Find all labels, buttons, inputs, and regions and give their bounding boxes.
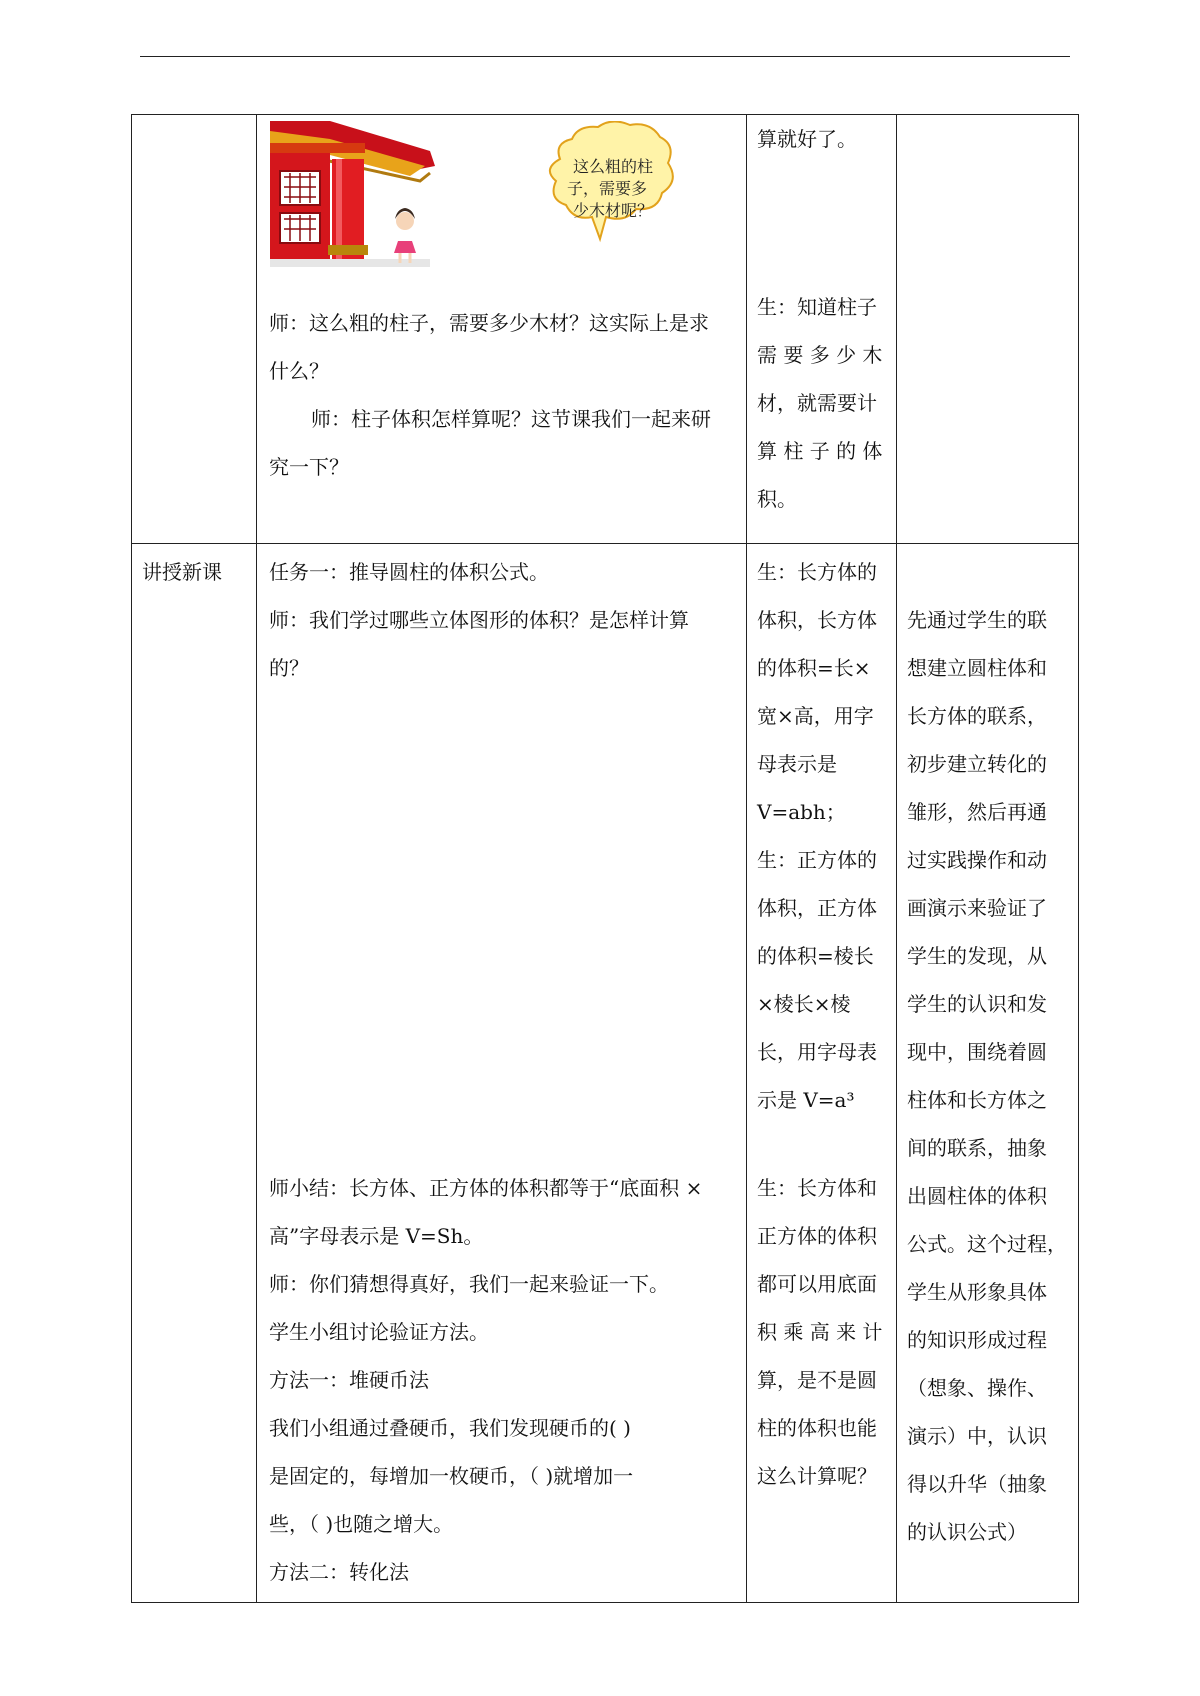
student-answer-line: ×棱长×棱 [757,992,851,1016]
intent-line: （想象、操作、 [907,1376,1047,1400]
intent-line: 得以升华（抽象 [907,1472,1047,1496]
student-answer-line: 都可以用底面 [757,1272,877,1296]
student-answer-line: 长，用字母表 [757,1040,877,1064]
table-row [132,544,1079,1603]
student-answer-line: 生：长方体和 [757,1176,877,1200]
table-row [132,115,1079,544]
student-activity-cell [747,115,897,544]
teacher-question-1: 师：这么粗的柱子，需要多少木材？这实际上是求 [269,311,709,335]
student-answer-line: 生：知道柱子 [757,295,877,319]
design-intent-cell [897,544,1079,1603]
intent-line: 初步建立转化的 [907,752,1047,776]
pillar-illustration [270,121,688,267]
stage-cell [132,544,257,1603]
teacher-activity-cell [257,115,747,544]
task-heading: 任务一：推导圆柱的体积公式。 [269,560,549,584]
student-answer-line: 宽×高，用字 [757,704,874,728]
student-answer-line: 积 乘 高 来 计 [757,1320,883,1344]
intent-line: 雏形，然后再通 [907,800,1047,824]
student-answer-line: 算，是不是圆 [757,1368,877,1392]
bubble-line-2: 子，需要多 [567,179,648,198]
stage-cell [132,115,257,544]
student-answer-top: 算就好了。 [757,127,857,151]
intent-line: 想建立圆柱体和 [907,656,1047,680]
intent-line: 现中，围绕着圆 [907,1040,1047,1064]
teacher-remark: 师：你们猜想得真好，我们一起来验证一下。 [269,1272,669,1296]
student-answer-line: 材，就需要计 [757,391,877,415]
method-one-text-cont: 是固定的，每增加一枚硬币，（ )就增加一 [269,1464,634,1488]
intent-line: 间的联系，抽象 [907,1136,1047,1160]
method-one-text-end: 些，（ )也随之增大。 [269,1512,454,1536]
group-discussion: 学生小组讨论验证方法。 [269,1320,489,1344]
intent-line: 过实践操作和动 [907,848,1047,872]
teacher-summary-cont: 高”字母表示是 V=Sh。 [269,1224,484,1248]
bubble-line-1: 这么粗的柱 [573,157,654,176]
teacher-question-2-cont: 究一下？ [269,455,349,479]
student-answer-line: 需 要 多 少 木 [757,343,883,367]
student-answer-line: 体积，正方体 [757,896,877,920]
student-answer-line: 的体积=长× [757,656,871,680]
student-answer-line: V=abh； [757,800,846,824]
lesson-plan-table [131,114,1079,1603]
student-answer-line: 积。 [757,487,797,511]
intent-line: 先通过学生的联 [907,608,1047,632]
student-answer-line: 生：长方体的 [757,560,877,584]
intent-line: 演示）中，认识 [907,1424,1047,1448]
bubble-line-3: 少木材呢？ [573,201,654,220]
teacher-question-cont: 的？ [269,656,309,680]
method-one-heading: 方法一：堆硬币法 [269,1368,429,1392]
student-answer-line: 体积，长方体 [757,608,877,632]
intent-line: 长方体的联系， [907,704,1047,728]
header-rule [140,56,1070,57]
student-activity-cell [747,544,897,1603]
teacher-question: 师：我们学过哪些立体图形的体积？是怎样计算 [269,608,689,632]
student-answer-line: 柱的体积也能 [757,1416,877,1440]
intent-line: 学生的认识和发 [907,992,1047,1016]
student-answer-line: 生：正方体的 [757,848,877,872]
intent-line: 柱体和长方体之 [907,1088,1047,1112]
intent-line: 公式。这个过程， [907,1232,1067,1256]
intent-line: 学生的发现，从 [907,944,1047,968]
intent-line: 画演示来验证了 [907,896,1047,920]
student-answer-line: 的体积=棱长 [757,944,874,968]
teacher-activity-cell [257,544,747,1603]
teacher-question-1-cont: 什么？ [269,359,329,383]
intent-line: 学生从形象具体 [907,1280,1047,1304]
teacher-question-2: 师：柱子体积怎样算呢？这节课我们一起来研 [311,407,711,431]
student-answer-line: 正方体的体积 [757,1224,877,1248]
intent-line: 的知识形成过程 [907,1328,1047,1352]
teacher-summary: 师小结：长方体、正方体的体积都等于“底面积 × [269,1176,703,1200]
method-two-heading: 方法二：转化法 [269,1560,409,1584]
stage-label: 讲授新课 [142,560,222,584]
intent-line: 出圆柱体的体积 [907,1184,1047,1208]
method-one-text: 我们小组通过叠硬币，我们发现硬币的( ) [269,1416,631,1440]
student-answer-line: 母表示是 [757,752,837,776]
student-answer-line: 示是 V=a³ [757,1088,855,1112]
student-answer-line: 算 柱 子 的 体 [757,439,883,463]
design-intent-cell [897,115,1079,544]
student-answer-line: 这么计算呢？ [757,1464,877,1488]
intent-line: 的认识公式） [907,1520,1027,1544]
